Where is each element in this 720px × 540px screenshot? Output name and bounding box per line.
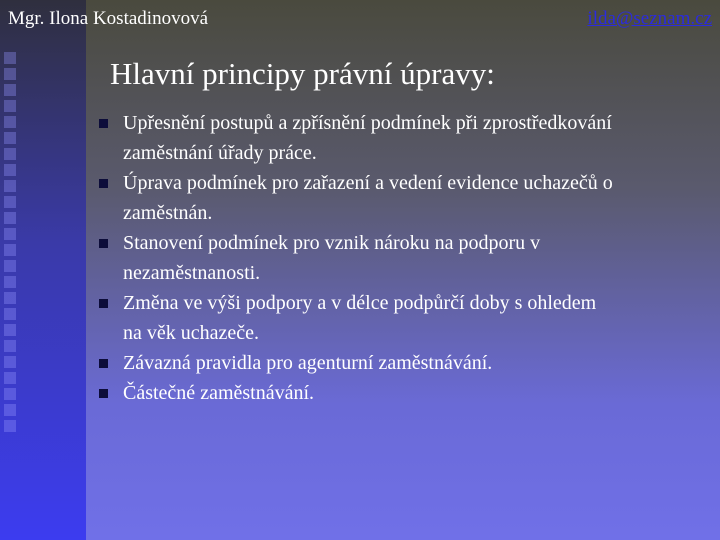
bullet-text: Závazná pravidla pro agenturní zaměstnávání. [123,352,493,374]
square-bullet-icon [99,239,108,248]
bullet-text: Upřesnění postupů a zpřísnění podmínek při zprostředkování zaměstnání úřady práce. [123,112,612,164]
bullet-text: Úprava podmínek pro zařazení a vedení evidence uchazečů o zaměstnán. [123,172,613,224]
bullet-item [96,108,616,168]
bullet-item [96,348,616,378]
bullet-text: Změna ve výši podpory a v délce podpůrčí doby s ohledem na věk uchazeče. [123,292,597,344]
square-bullet-icon [99,119,108,128]
bullet-item [96,228,616,288]
bullet-item [96,288,616,348]
bullet-text: Částečné zaměstnávání. [123,382,315,404]
square-bullet-icon [99,299,108,308]
author-name: Mgr. Ilona Kostadinovová [8,8,209,29]
square-bullet-icon [99,389,108,398]
square-bullet-icon [99,179,108,188]
bullet-list [96,108,616,408]
bullet-item [96,378,616,408]
bullet-item [96,168,616,228]
bullet-text: Stanovení podmínek pro vznik nároku na podporu v nezaměstnanosti. [123,232,541,284]
square-bullet-icon [99,359,108,368]
email-link[interactable]: ilda@seznam.cz [587,8,712,29]
decorative-squares [4,52,20,432]
slide-title: Hlavní principy právní úpravy: [110,56,495,91]
left-decorative-bar [0,0,86,540]
